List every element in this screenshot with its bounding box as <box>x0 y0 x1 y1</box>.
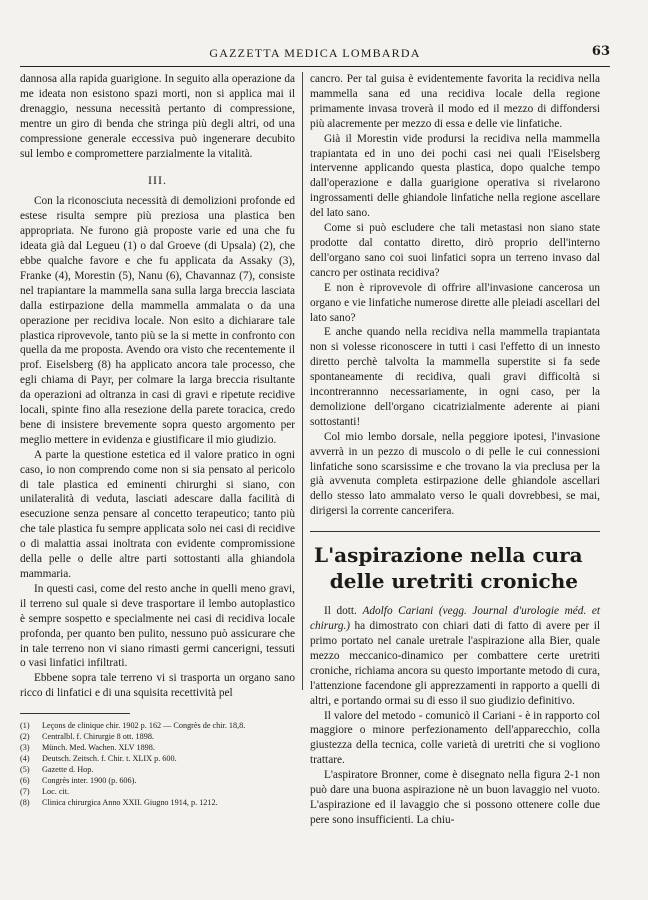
section-heading: III. <box>148 173 167 188</box>
paragraph: L'aspiratore Bronner, come è disegnato nella figura 2-1 non può dare una buona aspirazione nè un buon lavaggio nel vuoto. L'aspirazione ed il lavaggio che si possono ottenere colle due pere sono insufficienti. La chiu- <box>310 769 600 826</box>
author-name: Adolfo Cariani <box>362 605 434 618</box>
footnotes <box>20 720 295 808</box>
paragraph: Il dott. Adolfo Cariani (vegg. Journal d'urologie méd. et chirurg.) ha dimostrato con chiari dati di fatto di avere per il primo portato nel canale uretrale l'aspirazione alla Bier, quale mezzo meccanico-dinamico per combattere certe uretriti croniche, richiama ancora su questo importante metodo di cura, l'attenzione facendone gli apprezzamenti in rapporto a quelli di altri, e portando ormai su di esso il suo giudizio definitivo. <box>310 605 600 707</box>
footnote: (3) Münch. Med. Wachen. XLV 1898. <box>20 743 155 753</box>
paragraph: E anche quando nella recidiva nella mammella trapiantata non si volesse riconoscere in tutti i casi l'effetto di un innesto diretto perchè talvolta la mammella superstite si fa sede spontaneamente di recidiva, quali gravi difficoltà si incontrerannno necessariamente, in ogni caso, per la demolizione dell'organo cicatrizialmente aderente ai piani sottostanti! <box>310 326 600 428</box>
footnote: (4) Deutsch. Zeitsch. f. Chir. t. XLIX p. 600. <box>20 754 177 764</box>
footnote: (8) Clinica chirurgica Anno XXII. Giugno 1914, p. 1212. <box>20 798 218 808</box>
footnote: (6) Congrès inter. 1900 (p. 606). <box>20 776 137 786</box>
left-column <box>20 72 295 808</box>
paragraph: Già il Morestin vide prodursi la recidiva nella mammella trapiantata ed in uno dei pochi casi nei quali l'Eiselsberg intervenne applicando questa plastica, dopo qualche tempo dall'operazione e dalla guarigione operativa si rivelarono ingrossamenti delle ghiandole linfatiche nella regione ascellare del lato sano. <box>310 132 600 220</box>
paragraph: cancro. Per tal guisa è evidentemente favorita la recidiva nella mammella sana ed una recidiva locale della regione primamente invasa troverà il modo ed il mezzo di diffondersi più alacremente per mezzo di essa e delle vie linfatiche. <box>310 73 600 130</box>
article-title-line2: delle uretriti croniche <box>329 569 578 594</box>
paragraph: Come si può escludere che tali metastasi non siano state prodotte dal contatto diretto, dirò proprio dell'interno dell'organo sano coi suoi linfatici sopra un terreno invaso dal cancro per ostinata recidiva? <box>310 222 600 279</box>
footnote: (1) Leçons de clinique chir. 1902 p. 162 — Congrès de chir. 18,8. <box>20 721 246 731</box>
right-column <box>310 72 600 828</box>
footnote-divider <box>20 713 130 714</box>
journal-title: GAZZETTA MEDICA LOMBARDA <box>209 46 421 60</box>
paragraph: Con la riconosciuta necessità di demolizioni profonde ed estese risulta sempre più preziosa una plastica ben appropriata. Ne furono già proposte varie ed una che fu ideata già dal Legueu (1) o dal Groeve (di Upsala) (2), che ebbe qualche favore e che fu applicata da Assaky (3), Franke (4), Morestin (5), Nanu (6), Chavannaz (7), consiste nel trapiantare la mammella sana sulla larga breccia lasciata dalla estirpazione della mammella ammalata o da una operazione per recidiva locale. Non esito a dichiarare tale plastica riprovevole, tanto più se la si mette in confronto con quella da me proposta. Avendo ora visto che recentemente il prof. Eiselsberg (8) ha applicato ancora tale processo, che egli chiama di Payr, per colmare la larga breccia risultante da operazioni ad oltranza in casi di gravi e ripetute recidive locali, spinte fino alla resezione della parete toracica, credo bene di insistere brevemente sopra questo argomento per meglio mettere in evidenza e giustificare il mio giudizio. <box>20 195 295 446</box>
paragraph: Col mio lembo dorsale, nella peggiore ipotesi, l'invasione avverrà in un pezzo di muscolo o di pelle le cui connessioni linfatiche sono scarsissime e che trovano la via preclusa per la già avvenuta completa estirpazione delle ghiandole ascellari dello stesso lato ammalato verso le quali dovrebbesi, se mai, dirigersi la corrente cancerifera. <box>310 430 600 518</box>
paragraph: Ebbene sopra tale terreno vi si trasporta un organo sano ricco di linfatici e di una squisita recettività pel <box>20 672 295 700</box>
paragraph: E non è riprovevole di offrire all'invasione cancerosa un organo e vie linfatiche numerose dirette alle pleiadi ascellari del lato sano? <box>310 281 600 324</box>
article-divider <box>310 531 600 532</box>
paragraph: In questi casi, come del resto anche in quelli meno gravi, il terreno sul quale si deve trasportare il lembo autoplastico è sempre sospetto e specialmente nei casi di recidiva locale profonda, per quanto ben pulito, nessuno può assicurare che in tale terreno non vi siano rimasti germi cancerigni, tessuti o vasi linfatici infiltrati. <box>20 582 295 670</box>
paragraph: A parte la questione estetica ed il valore pratico in ogni caso, io non comprendo come non si sia pensato al pericolo di tale plastica ed eminenti chirurghi si siano, con unilateralità di veduta, lasciati adescare dalla facilità di esecuzione senza pensare al concetto terapeutico; tanto più che tale plastica fu sempre applicata solo nei casi di recidive o di malattia assai inoltrata con evidente compromissione della pelle o delle altre parti sottostanti alla ghiandola mammaria. <box>20 448 295 580</box>
footnote: (2) Centralbl. f. Chirurgie 8 ott. 1898. <box>20 732 154 742</box>
running-header <box>20 44 610 67</box>
page-number: 63 <box>591 44 610 59</box>
footnote: (5) Gazette d. Hop. <box>20 765 94 775</box>
article-title-line1: L'aspirazione nella cura <box>314 543 583 568</box>
column-divider <box>302 72 303 690</box>
paragraph: Il valore del metodo - comunicò il Cariani - è in rapporto col maggiore o minore perfezionamento dell'apparecchio, colla giustezza della tecnica, colle varietà di uretriti che si vogliono trattare. <box>310 709 600 767</box>
journal-reference: (vegg. Journal d'urologie méd. et chirurg.) <box>310 605 600 633</box>
footnote: (7) Loc. cit. <box>20 787 70 797</box>
paragraph: dannosa alla rapida guarigione. In seguito alla operazione da me ideata non esistono spazi morti, non si applica mai il drenaggio, nessuna necessità pertanto di compressione, mentre un giro di benda che stringa più degli altri, od una compressione generale eccessiva può ingenerare decubito sul lembo e compromettere parzialmente la vitalità. <box>20 73 295 160</box>
